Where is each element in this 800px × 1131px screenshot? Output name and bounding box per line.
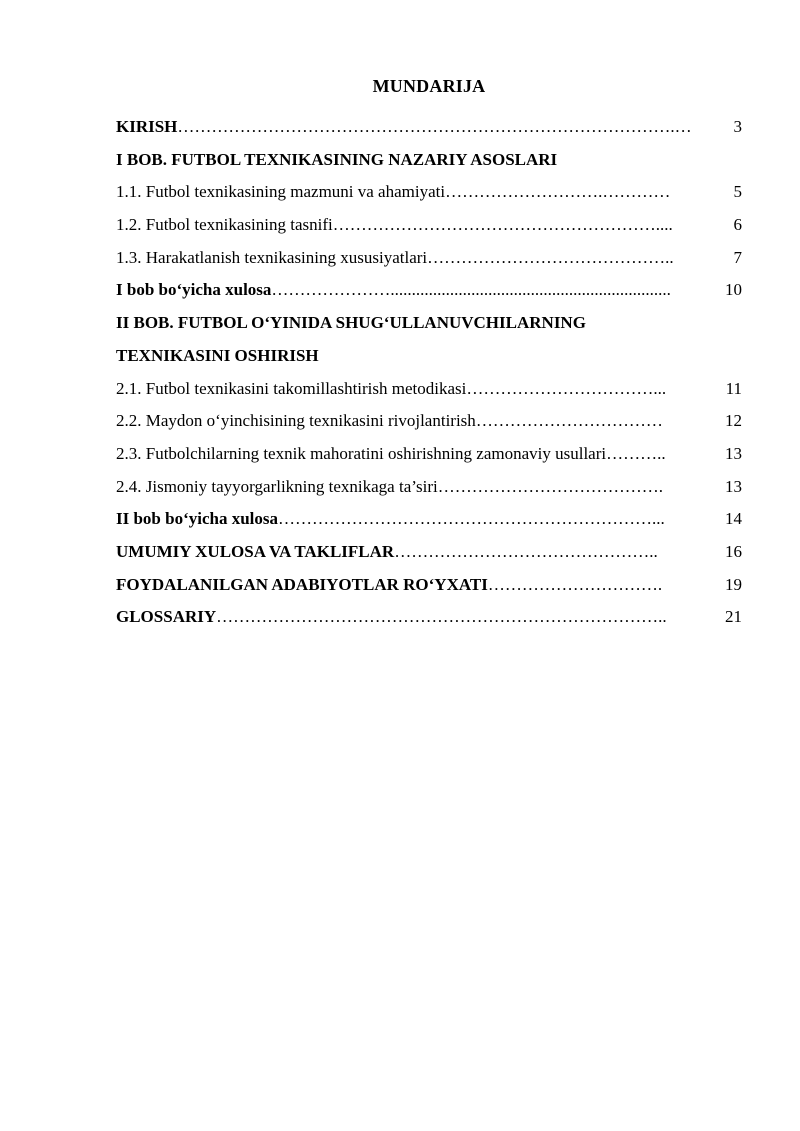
toc-entry-chapter-2-conclusion: [116, 506, 742, 539]
toc-entry-chapter-1-conclusion: [116, 277, 742, 310]
toc-page-number: 19: [725, 574, 742, 594]
toc-entry-label: 1.1. Futbol texnikasining mazmuni va ahamiyati: [116, 182, 446, 202]
toc-entry-2-1: [116, 376, 742, 409]
toc-chapter-heading-2-continued: [116, 343, 742, 376]
toc-entry-label: II BOB. FUTBOL O‘YINIDA SHUG‘ULLANUVCHILARNING: [116, 313, 586, 333]
toc-leader-dots: ………..: [606, 443, 666, 463]
toc-page-number: 13: [725, 476, 742, 496]
toc-entry-label: 2.2. Maydon o‘yinchisining texnikasini rivojlantirish: [116, 411, 476, 431]
toc-entry-label: I BOB. FUTBOL TEXNIKASINING NAZARIY ASOSLARI: [116, 149, 558, 169]
toc-chapter-heading-1: [116, 147, 742, 180]
toc-page-number: 6: [733, 215, 742, 235]
toc-leader-dots: …………………………………………………………...: [278, 509, 665, 529]
toc-page-number: 21: [725, 607, 742, 627]
toc-entry-label: 2.4. Jismoniy tayyorgarlikning texnikaga ta’siri: [116, 476, 438, 496]
toc-entry-1-1: [116, 179, 742, 212]
toc-entry-1-2: [116, 212, 742, 245]
toc-leader-dots: ……………………………………………………………………..: [216, 607, 667, 627]
toc-entry-2-4: [116, 474, 742, 507]
toc-leader-dots: …………………………………………………………………………….…: [177, 117, 692, 136]
toc-entry-label: TEXNIKASINI OSHIRISH: [116, 345, 319, 365]
toc-leader-dots: ……………………………: [475, 411, 663, 431]
toc-page-number: 12: [725, 411, 742, 431]
toc-leader-dots: ………………………………….: [437, 476, 663, 496]
toc-leader-dots: ……………………………...: [466, 378, 667, 398]
table-of-contents: [116, 114, 742, 637]
page-title: MUNDARIJA: [372, 76, 486, 96]
toc-entry-label: I bob bo‘yicha xulosa: [116, 280, 272, 300]
toc-entry-label: UMUMIY XULOSA VA TAKLIFLAR: [116, 541, 395, 561]
toc-entry-references: [116, 572, 742, 605]
toc-chapter-heading-2: [116, 310, 742, 343]
toc-entry-2-3: [116, 441, 742, 474]
toc-leader-dots: …………………………………………………....: [332, 215, 673, 235]
toc-page-number: 11: [725, 378, 742, 398]
toc-entry-general-conclusion: [116, 539, 742, 572]
toc-entry-label: KIRISH: [116, 117, 178, 136]
toc-entry-label: 1.3. Harakatlanish texnikasining xususiyatlari: [116, 247, 428, 267]
toc-entry-label: 2.1. Futbol texnikasini takomillashtirish metodikasi: [116, 378, 467, 398]
toc-entry-label: GLOSSARIY: [116, 607, 217, 627]
toc-entry-2-2: [116, 408, 742, 441]
toc-entry-label: II bob bo‘yicha xulosa: [116, 509, 279, 529]
toc-leader-dots: …………………..................................................................: [271, 280, 671, 300]
toc-entry-label: FOYDALANILGAN ADABIYOTLAR RO‘YXATI: [116, 574, 488, 594]
toc-page-number: 7: [733, 247, 742, 267]
toc-page-number: 3: [733, 117, 742, 136]
toc-leader-dots: ………………………………………..: [394, 541, 658, 561]
toc-page-number: 13: [725, 443, 742, 463]
toc-page-number: 14: [725, 509, 742, 529]
toc-leader-dots: ……………………………………..: [427, 247, 674, 267]
toc-entry-glossary: [116, 604, 742, 637]
toc-leader-dots: ……………………….…………: [445, 182, 671, 202]
toc-page-number: 5: [733, 182, 742, 202]
toc-page-number: 16: [725, 541, 742, 561]
toc-entry-kirish: [116, 114, 742, 147]
toc-page-number: 10: [725, 280, 742, 300]
toc-entry-label: 2.3. Futbolchilarning texnik mahoratini oshirishning zamonaviy usullari: [116, 443, 607, 463]
toc-leader-dots: ………………………….: [487, 574, 663, 594]
toc-entry-label: 1.2. Futbol texnikasining tasnifi: [116, 215, 333, 235]
toc-entry-1-3: [116, 245, 742, 278]
